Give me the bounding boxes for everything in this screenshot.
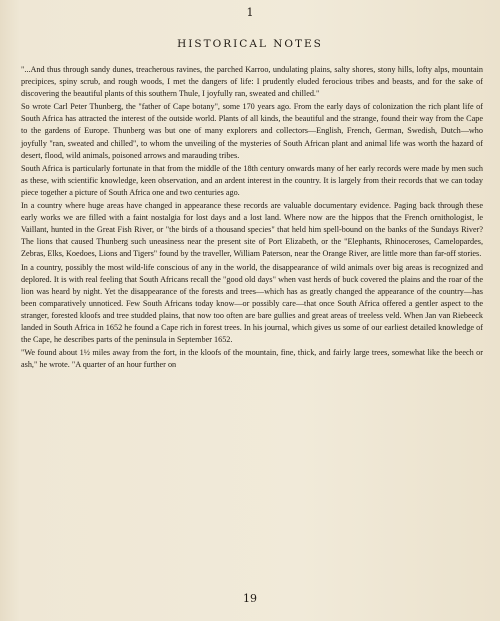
paragraph-thunberg: So wrote Carl Peter Thunberg, the "father of Cape botany", some 170 years ago. From the early days of colonization the rich plant life of South Africa has attracted the interest of the outside world. Plants of all kinds, the beautiful and the strange, found their way from the Cape to the gardens of Europe. Thunberg was but one of many explorers and collectors—English, French, German, Swedish, Dutch—who joyfully "ran, sweated and chilled", to whom the unveiling of the mysteries of South African plant and animal life was worth the hazard of desert, flood, wild animals, poisoned arrows and marauding tribes. xyxy=(21,102,483,160)
top-page-number: 1 xyxy=(246,6,254,19)
paragraph-quote: "...And thus through sandy dunes, treacherous ravines, the parched Karroo, undulating plains, salty shores, stony hills, lofty alps, mountain precipices, spiny scrub, and rough woods, I met the dangers of life: I prudently eluded ferocious tribes and beasts, and for the sake of discovering the beautiful plants of this southern Thule, I joyfully ran, sweated and chilled." xyxy=(21,65,483,99)
paragraph-records: South Africa is particularly fortunate in that from the middle of the 18th century onwards many of her early records were made by men such as these, with scientific knowledge, keen observation, and an ardent interest in the country. It is largely from their records that we can today piece together a picture of South Africa one and two centuries ago. xyxy=(21,163,483,197)
body-text xyxy=(21,64,483,372)
paragraph-documentary: In a country where huge areas have changed in appearance these records are valuable documentary evidence. Paging back through these early works we are filled with a faint nostalgia for lost days and a lost land. Where now are the hippos that the French ornithologist, le Vaillant, hunted in the Great Fish River, or "the birds of a thousand species" that held him spell-bound on the banks of the Sundays River? The lions that caused Thunberg such uneasiness near the present site of Port Elizabeth, or the "Elephants, Rhinoceroses, Camelopardes, Zebras, Elks, Koedoes, Lions and Tigers" found by the traveller, William Paterson, near the Orange River, are little more than far-off stories. xyxy=(21,201,483,259)
section-heading: HISTORICAL NOTES xyxy=(177,38,323,50)
bottom-page-number: 19 xyxy=(243,592,257,605)
paragraph-wildlife: In a country, possibly the most wild-life conscious of any in the world, the disappearance of wild animals over big areas is recognized and deplored. It is with real feeling that South Africans recall the "good old days" when vast herds of buck covered the plains and the roar of the lion was heard by night. Yet the disappearance of the forests and trees—which has as greatly changed the appearance of the country—has been comparatively unnoticed. Few South Africans today know—or possibly care—that once South Africa offered a gentler aspect to the stranger, forested kloofs and tree studded plains, that now too often are bare gullies and great areas of treeless veld. When Jan van Riebeeck landed in South Africa in 1652 he found a Cape rich in forest trees. In his journal, which gives us some of our earliest detailed knowledge of the Cape, he describes parts of the peninsula in September 1652. xyxy=(21,262,483,345)
paragraph-riebeeck-quote: "We found about 1½ miles away from the fort, in the kloofs of the mountain, fine, thick, and fairly large trees, somewhat like the beech or ash," he wrote. "A quarter of an hour further on xyxy=(21,348,483,370)
